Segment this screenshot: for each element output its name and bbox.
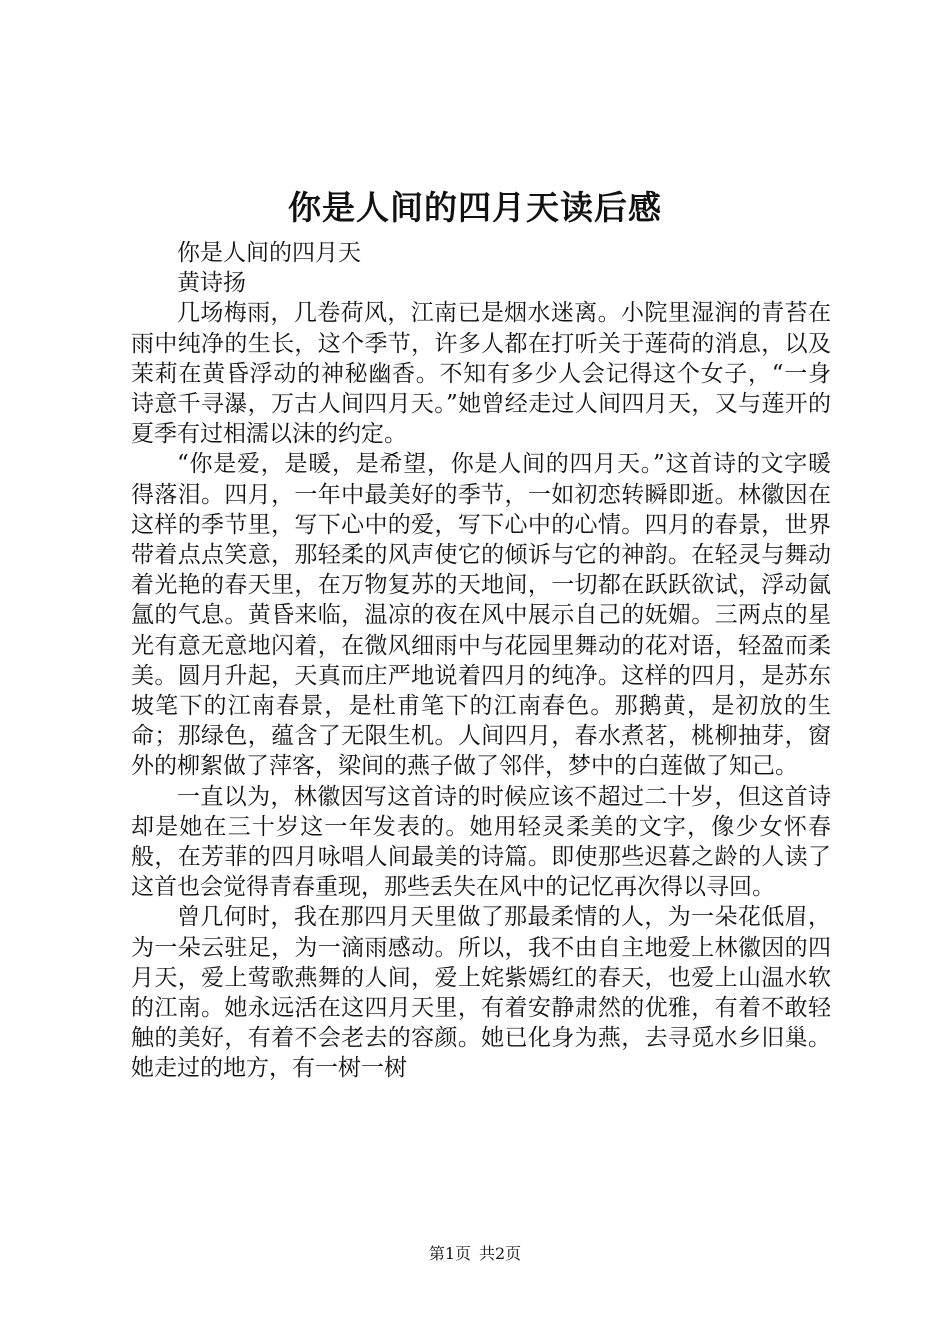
essay-subtitle: 你是人间的四月天 xyxy=(177,240,361,266)
page-footer xyxy=(0,1243,950,1265)
document-title: 你是人间的四月天读后感 xyxy=(288,188,662,227)
essay-author: 黄诗扬 xyxy=(177,270,246,297)
paragraph-4: 曾几何时，我在那四月天里做了那最柔情的人，为一朵花低眉，为一朵云驻足，为一滴雨感动。所以，我不由自主地爱上林徽因的四月天，爱上莺歌燕舞的人间，爱上姹紫嫣红的春天，也爱上山温水软的江南。她永远活在这四月天里，有着安静肃然的优雅，有着不敢轻触的美好，有着不会老去的容颜。她已化身为燕，去寻觅水乡旧巢。她走过的地方，有一树一树 xyxy=(131,904,831,1082)
page-number-current: 第1页 xyxy=(428,1244,471,1263)
document-body xyxy=(131,238,831,1084)
paragraph-3: 一直以为，林徽因写这首诗的时候应该不超过二十岁，但这首诗却是她在三十岁这一年发表的。她用轻灵柔美的文字，像少女怀春般，在芳菲的四月咏唱人间最美的诗篇。即使那些迟暮之龄的人读了这首也会觉得青春重现，那些丢失在风中的记忆再次得以寻回。 xyxy=(131,783,831,901)
paragraph-1: 几场梅雨，几卷荷风，江南已是烟水迷离。小院里湿润的青苔在雨中纯净的生长，这个季节，许多人都在打听关于莲荷的消息，以及茉莉在黄昏浮动的神秘幽香。不知有多少人会记得这个女子，“一身诗意千寻瀑，万古人间四月天。”她曾经走过人间四月天，又与莲开的夏季有过相濡以沫的约定。 xyxy=(131,300,831,448)
paragraph-2: “你是爱，是暖，是希望，你是人间的四月天。”这首诗的文字暖得落泪。四月，一年中最美好的季节，一如初恋转瞬即逝。林徽因在这样的季节里，写下心中的爱，写下心中的心情。四月的春景，世界带着点点笑意，那轻柔的风声使它的倾诉与它的神韵。在轻灵与舞动着光艳的春天里，在万物复苏的天地间，一切都在跃跃欲试，浮动氤氲的气息。黄昏来临，温凉的夜在风中展示自己的妩媚。三两点的星光有意无意地闪着，在微风细雨中与花园里舞动的花对语，轻盈而柔美。圆月升起，天真而庄严地说着四月的纯净。这样的四月，是苏东坡笔下的江南春景，是杜甫笔下的江南春色。那鹅黄，是初放的生命；那绿色，蕴含了无限生机。人间四月，春水煮茗，桃柳抽芽，窗外的柳絮做了萍客，梁间的燕子做了邻伴，梦中的白莲做了知己。 xyxy=(131,451,831,780)
page-number-total: 共2页 xyxy=(479,1244,522,1263)
